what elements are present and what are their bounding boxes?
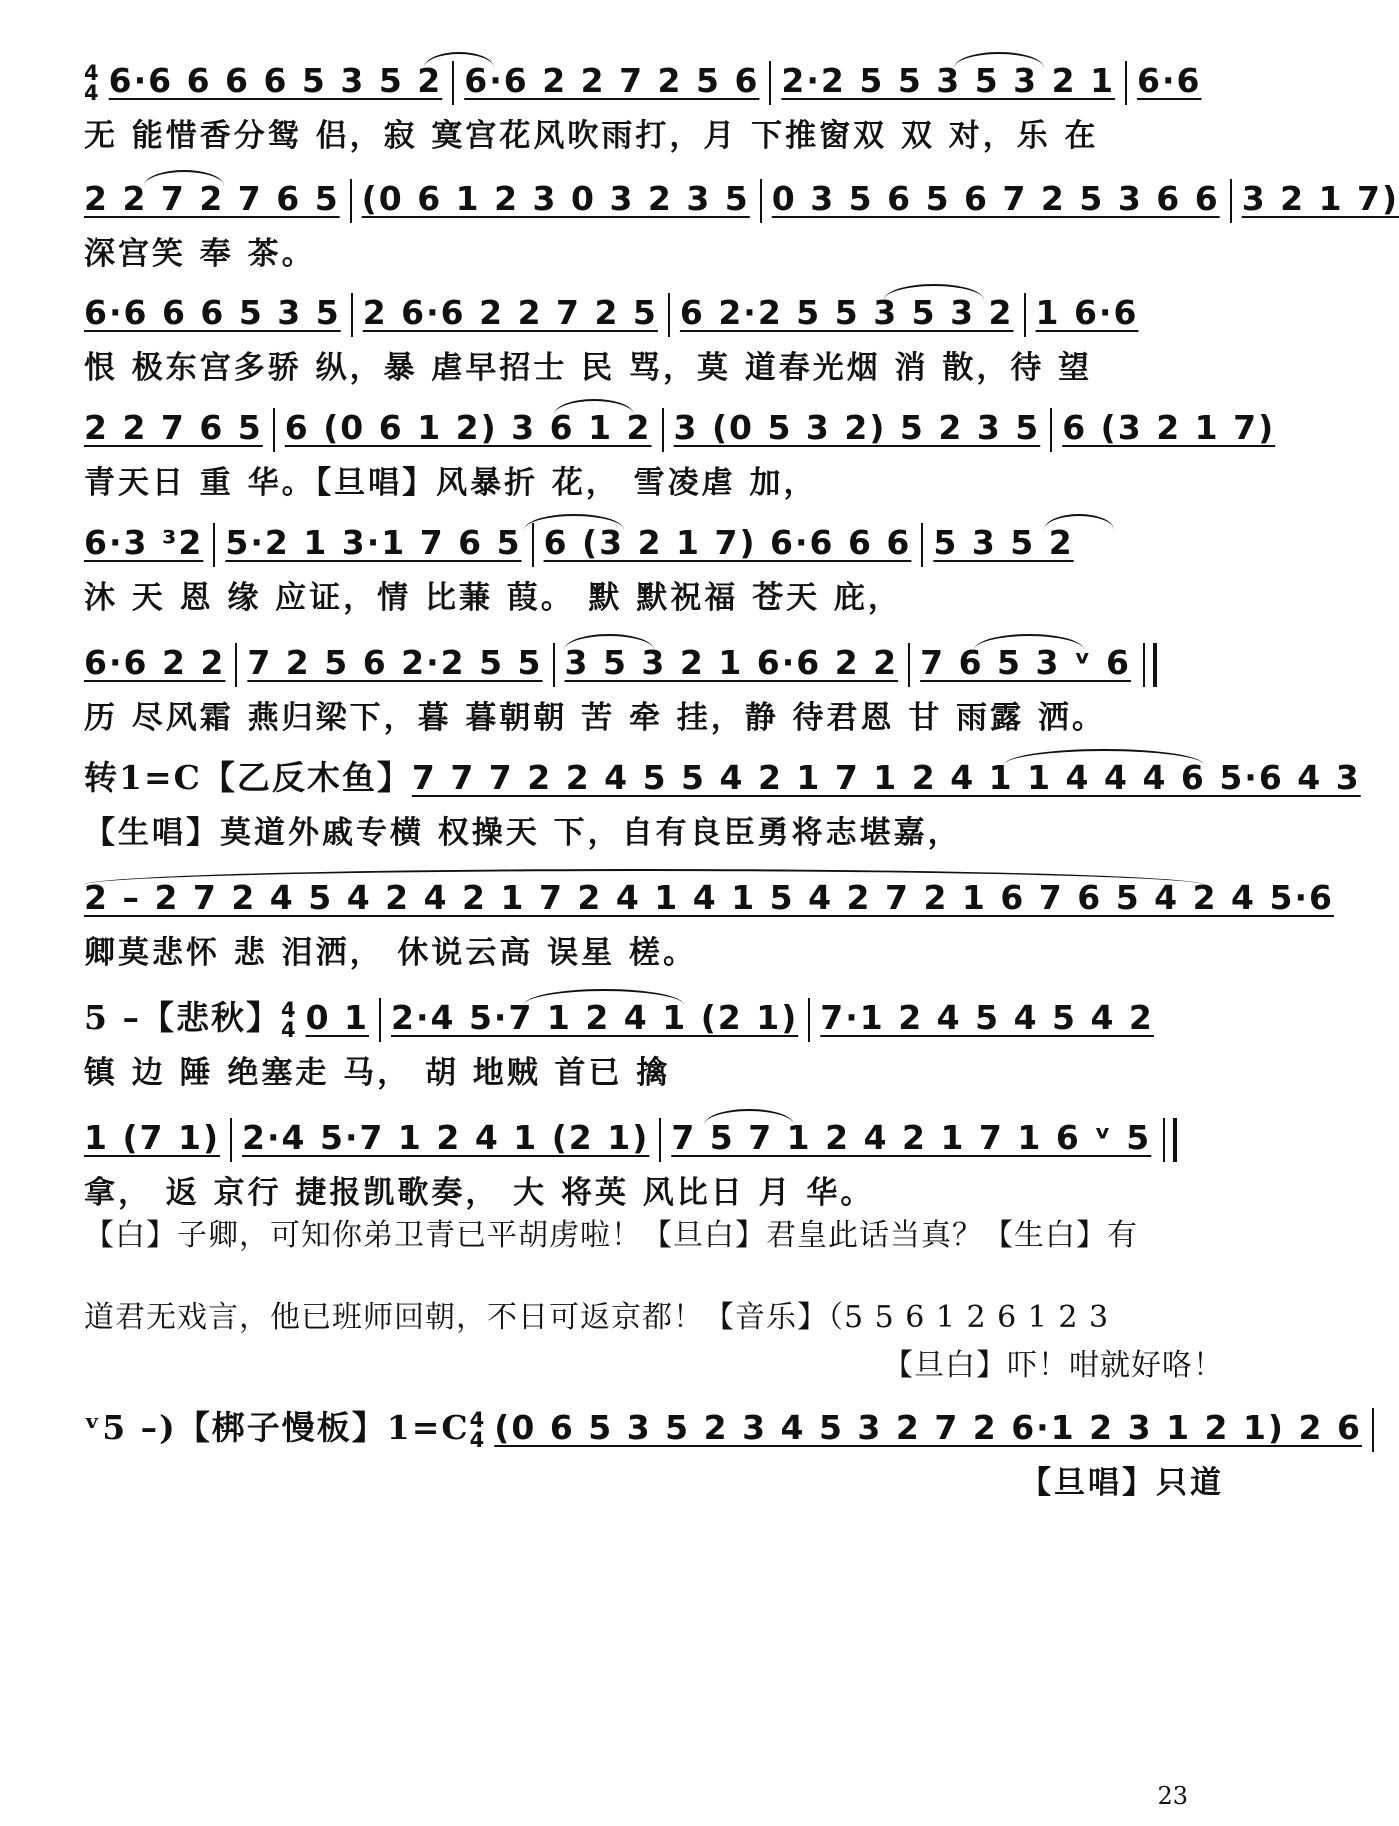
score-system-8: [84, 875, 1334, 985]
section-label: 5 –【悲秋】: [84, 998, 281, 1037]
bar-line: [659, 1118, 661, 1162]
notation-line: [84, 1115, 1177, 1161]
lyric-line: 历 尽风霜 燕归梁下，暮 暮朝朝 苦 牵 挂，静 待君恩 甘 雨露 洒。: [84, 700, 1106, 736]
score-system-6: [84, 640, 1224, 750]
bar-line: [760, 179, 762, 223]
slur: [884, 284, 984, 300]
measure: 2·2 5 5 3 5 3 2 1: [781, 61, 1116, 100]
lyric-line: 卿莫悲怀 悲 泪洒， 休说云高 误星 槎。: [84, 935, 697, 971]
bar-line: [350, 179, 352, 223]
measure: 3 2 1 7): [1241, 179, 1399, 218]
slur: [144, 170, 224, 186]
measure: 5 3 5 2: [933, 523, 1074, 562]
measure: 6·6: [1137, 61, 1202, 100]
slur: [424, 52, 494, 68]
dialogue-line: 【旦白】吓！咁就好咯！: [883, 1348, 1224, 1383]
score-system-11: [84, 1405, 1362, 1515]
slur: [554, 399, 634, 415]
bar-line: [351, 293, 353, 337]
final-double-bar: [1163, 1118, 1177, 1162]
bar-line: [1372, 1408, 1374, 1452]
bar-line: [230, 1118, 232, 1162]
measure: 2 2 7 6 5: [84, 408, 263, 447]
page-number: 23: [1157, 1782, 1188, 1810]
slur: [1004, 749, 1204, 765]
measure: 6 2·2 5 5 3 5 3 2: [679, 293, 1014, 332]
bar-line: [1050, 408, 1052, 452]
notation-line: [84, 176, 1399, 222]
measure: 2 – 2 7 2 4 5 4 2 4 2 1 7 2 4 1 4 1 5 4 2 7 2 1 6 7 6 5 4 2 4 5·6: [84, 878, 1334, 917]
measure: 7 5 7 1 2 4 2 1 7 1 6 ᵛ 5: [671, 1118, 1152, 1157]
lyric-line: 【生唱】莫道外戚专横 权操天 下，自有良臣勇将志堪嘉，: [84, 815, 962, 851]
measure: 7 7 7 2 2 4 5 5 4 2 1 7 1 2 4 1 1 4 4 4 6 5·6 4 3: [411, 758, 1361, 797]
measure: (0 6 1 2 3 0 3 2 3 5: [361, 179, 750, 218]
lyric-line: 【旦唱】只道: [1020, 1465, 1224, 1501]
bar-line: [1230, 179, 1232, 223]
measure: 3 5 3 2 1 6·6 2 2: [564, 643, 899, 682]
measure: 2 6·6 2 2 7 2 5: [362, 293, 658, 332]
lyric-line: 拿， 返 京行 捷报凯歌奏， 大 将英 风比日 月 华。: [84, 1175, 875, 1211]
measure: 6 (3 2 1 7) 6·6 6 6: [543, 523, 912, 562]
lyric-line: 镇 边 陲 绝塞走 马， 胡 地贼 首已 擒: [84, 1055, 671, 1091]
slur: [974, 634, 1084, 650]
final-double-bar: [1143, 643, 1157, 687]
measure: 7 6 5 3 ᵛ 6: [920, 643, 1131, 682]
slur: [704, 1109, 794, 1125]
slur: [524, 514, 624, 530]
score-system-1: [84, 58, 1224, 168]
dialogue-line: 道君无戏言，他已班师回朝，不日可返京都！【音乐】（5 5 6 1 2 6 1 2 3: [84, 1300, 1110, 1335]
score-system-5: [84, 520, 1224, 630]
slur: [1044, 514, 1114, 530]
lyric-line: 深宫笑 奉 茶。: [84, 236, 316, 272]
measure: 6 (0 6 1 2) 3 6 1 2: [284, 408, 652, 447]
section-label: ᵛ5 –)【梆子慢板】1=C: [84, 1408, 470, 1447]
bar-line: [921, 523, 923, 567]
lyric-line: 青天日 重 华。【旦唱】风暴折 花， 雪凌虐 加，: [84, 465, 818, 501]
measure: 2 2 7 2 7 6 5: [84, 179, 340, 218]
measure: 2·4 5·7 1 2 4 1 (2 1): [391, 998, 799, 1037]
notation-line: [84, 405, 1275, 451]
bar-line: [553, 643, 555, 687]
slur: [564, 634, 654, 650]
score-system-2: [84, 176, 1399, 286]
measure: 5·2 1 3·1 7 6 5: [225, 523, 522, 562]
measure: 6·6 2 2 7 2 5 6: [464, 61, 760, 100]
measure: 2·4 5·7 1 2 4 1 (2 1): [242, 1118, 650, 1157]
measure: 6 (3 2 1 7): [1062, 408, 1276, 447]
measure: 3 (0 5 3 2) 5 2 3 5: [673, 408, 1041, 447]
lyric-line: 沐 天 恩 缘 应证，情 比蒹 葭。 默 默祝福 苍天 庇，: [84, 580, 902, 616]
lyric-line: 无 能惜香分鸳 侣，寂 寞宫花风吹雨打，月 下推窗双 双 对，乐 在: [84, 118, 1099, 154]
bar-line: [273, 408, 275, 452]
bar-line: [213, 523, 215, 567]
measure: 1 6·6: [1035, 293, 1139, 332]
time-signature: 4 4: [469, 1407, 487, 1452]
slur: [84, 869, 1204, 885]
score-system-9: [84, 995, 1224, 1105]
measure: 6·6 6 6 6 5 3 5 2: [108, 61, 443, 100]
score-system-10: [84, 1115, 1224, 1225]
measure: 0 3 5 6 5 6 7 2 5 3 6 6: [771, 179, 1220, 218]
measure: 7 2 5 6 2·2 5 5: [247, 643, 543, 682]
key-change-label: 转1=C【乙反木鱼】: [84, 758, 412, 797]
bar-line: [808, 998, 810, 1042]
bar-line: [769, 61, 771, 105]
slur: [524, 989, 684, 1005]
measure: 7·1 2 4 5 4 5 4 2: [820, 998, 1154, 1037]
measure: 1 (7 1): [84, 1118, 221, 1157]
measure: 0 1: [305, 998, 369, 1037]
measure: 6·6 6 6 5 3 5: [84, 293, 341, 332]
bar-line: [235, 643, 237, 687]
bar-line: [662, 408, 664, 452]
slur: [954, 52, 1044, 68]
measure: (0 6 5 3 5 2 3 4 5 3 2 7 2 6·1 2 3 1 2 1) 2 6: [494, 1408, 1362, 1447]
time-signature: 4 4: [280, 997, 298, 1042]
bar-line: [1125, 61, 1127, 105]
bar-line: [908, 643, 910, 687]
score-system-4: [84, 405, 1276, 515]
notation-line: [84, 1405, 1384, 1451]
time-signature: 4 4: [84, 60, 101, 105]
bar-line: [668, 293, 670, 337]
score-system-7: [84, 755, 1361, 865]
dialogue-line: 【白】子卿，可知你弟卫青已平胡虏啦！【旦白】君皇此话当真？【生白】有: [84, 1218, 1138, 1253]
measure: 6·6 2 2: [84, 643, 226, 682]
bar-line: [379, 998, 381, 1042]
bar-line: [1024, 293, 1026, 337]
measure: 6·3 ³2: [84, 523, 204, 562]
score-system-3: [84, 290, 1224, 400]
lyric-line: 恨 极东宫多骄 纵，暴 虐早招士 民 骂，莫 道春光烟 消 散，待 望: [84, 350, 1093, 386]
